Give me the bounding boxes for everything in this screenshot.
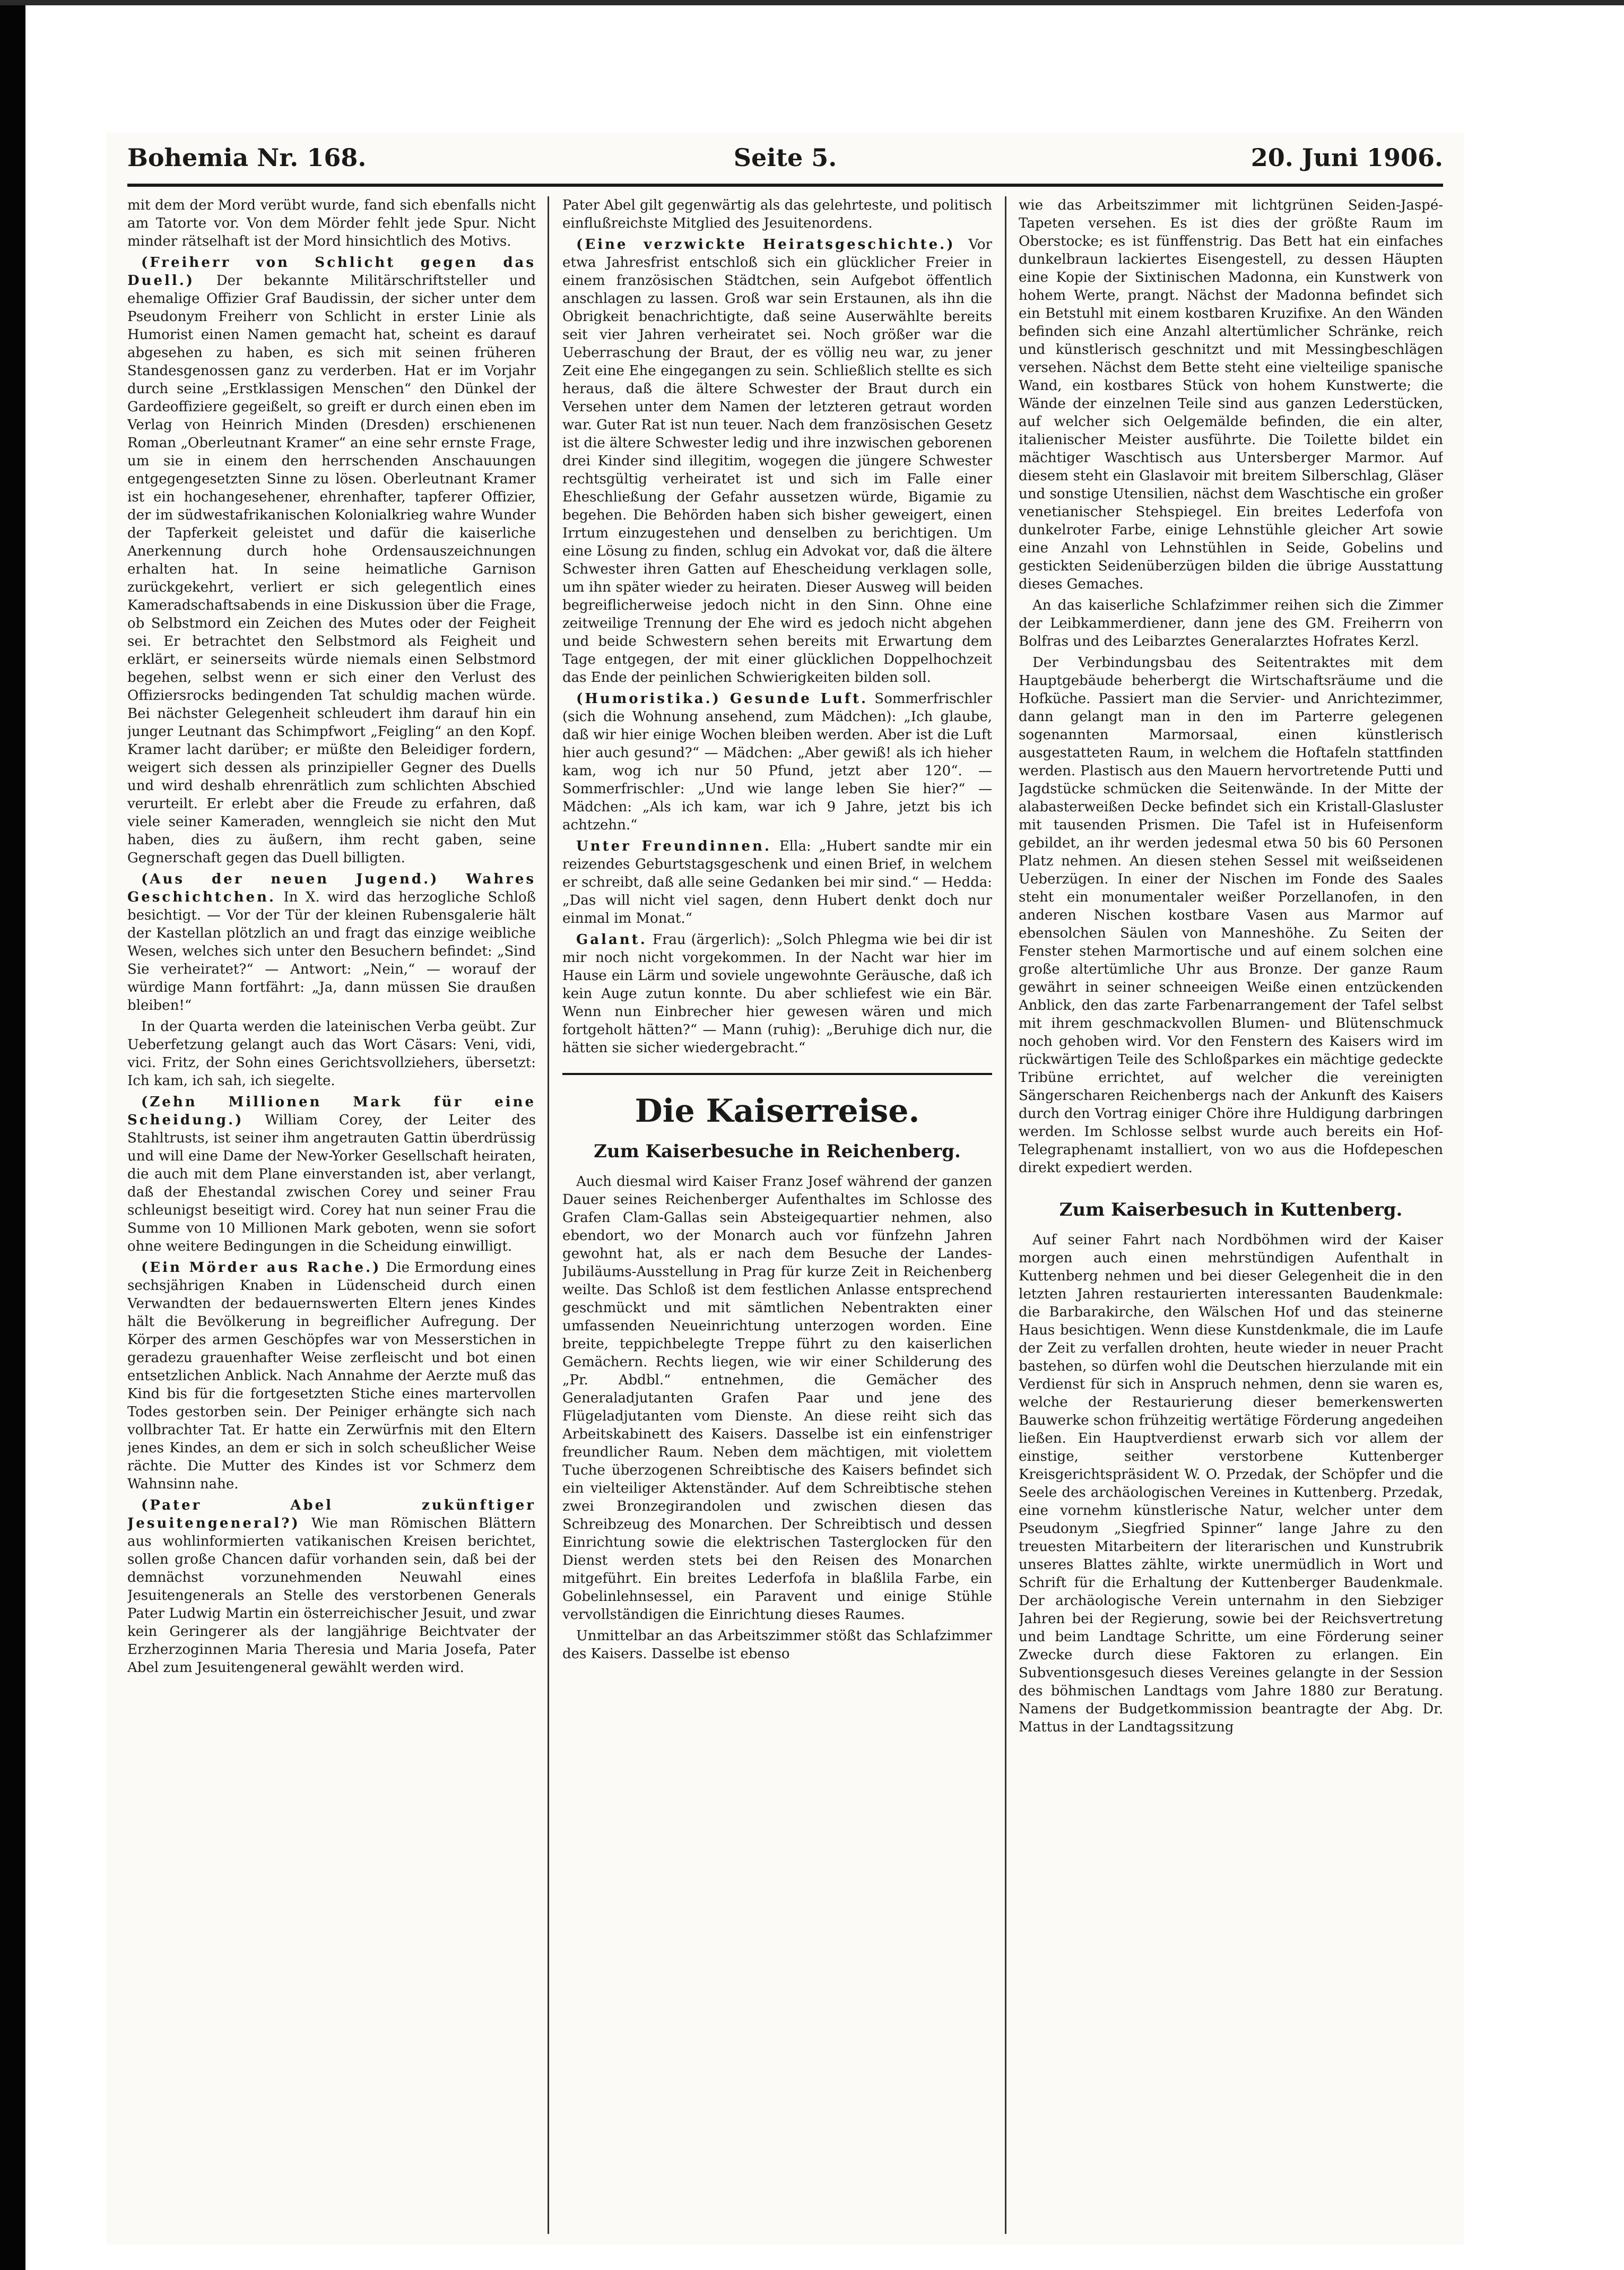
article-text: Der bekannte Militärschriftsteller und ehemalige Offizier Graf Baudissin, der sicher unter dem Pseudonym Freiherr von Schlicht in erster Linie als Humorist einen Namen gemacht hat, scheint es darauf abgesehen zu haben, es sich mit seinen früheren Standesgenossen ganz zu verderben. Hat er im Vorjahr durch seine „Erstklassigen Menschen“ den Dünkel der Gardeoffiziere gegeißelt, so greift er durch einen eben im Verlag von Heinrich Minden (Dresden) erschienenen Roman „Oberleutnant Kramer“ an eine sehr ernste Frage, um sie in einem den herrschenden Anschauungen entgegengesetzten Sinne zu lösen. Oberleutnant Kramer ist ein hochangesehener, ehrenhafter, tapferer Offizier, der im südwestafrikanischen Kolonialkrieg wahre Wunder der Tapferkeit geleistet und dafür die kaiserliche Anerkennung durch hohe Ordensauszeichnungen erhalten hat. In seine heimatliche Garnison zurückgekehrt, verliert er sich gelegentlich eines Kameradschaftsabends in eine Diskussion über die Frage, ob Selbstmord ein Zeichen des Mutes oder der Feigheit sei. Er betrachtet den Selbstmord als Feigheit und erklärt, er seinerseits würde niemals einen Selbstmord begehen, selbst wenn er sich einer den Verlust des Offiziersrocks bedingenden Tat schuldig machen würde. Bei nächster Gelegenheit schleudert ihm darauf hin ein junger Leutnant das Schimpfwort „Feigling“ an den Kopf. Kramer lacht darüber; er müßte den Beleidiger fordern, weigert sich dessen als prinzipieller Gegner des Duells und wird deshalb ehrenrätlich zum schlichten Abschied verurteilt. Er erlebt aber die Freude zu erfahren, daß viele seiner Kameraden, wenngleich sie nicht den Mut haben, dies zu äußern, ihm recht gaben, seine Gegnerschaft gegen das Duell billigten.	[127, 273, 536, 866]
article-galant	[562, 931, 992, 1057]
section-subtitle: Zum Kaiserbesuch in Kuttenberg.	[1059, 1199, 1403, 1220]
column-2	[562, 196, 992, 2234]
article-heirat	[562, 236, 992, 687]
newspaper-page	[106, 133, 1464, 2245]
article-text: In der Quarta werden die lateinischen Verba geübt. Zur Ueberfetzung gelangt auch das Wort Cäsars: Veni, vidi, vici. Fritz, der Sohn eines Gerichtsvollziehers, übersetzt: Ich kam, ich sah, ich siegelte.	[127, 1019, 536, 1089]
article-pater-abel	[127, 1496, 536, 1677]
article-text: Pater Abel gilt gegenwärtig als das gelehrteste, und politisch einflußreichste Mitglied des Jesuitenordens.	[562, 197, 992, 231]
article-scheidung	[127, 1093, 536, 1255]
article-text: William Corey, der Leiter des Stahltrusts, ist seiner ihm angetrauten Gattin überdrüssig und will eine Dame der New-Yorker Gesellschaft heiraten, die auch mit dem Plane einverstanden ist, aber verlangt, daß der Ehestandal zwischen Corey und seiner Frau schleunigst beseitigt wird. Corey hat nun seiner Frau die Summe von 10 Millionen Mark geboten, wenn sie sofort ohne weitere Bedingungen in die Scheidung einwilligt.	[127, 1112, 536, 1254]
article-text: wie das Arbeitszimmer mit lichtgrünen Seiden-Jaspé-Tapeten versehen. Es ist dies der größte Raum im Oberstocke; es ist fünffenstrig. Das Bett hat ein einfaches dunkelbraun lackiertes Eisengestell, zu dessen Häupten eine Kopie der Sixtinischen Madonna, ein Kunstwerk von hohem Werte, prangt. Nächst der Madonna befindet sich ein Betstuhl mit einem kostbaren Kruzifixe. An den Wänden befinden sich eine Anzahl altertümlicher Schränke, reich und künstlerisch geschnitzt und mit Messingbeschlägen versehen. Nächst dem Bette steht eine vielteilige spanische Wand, ein kostbares Stück von hohem Kunstwerte; die Wände der einzelnen Teile sind aus ganzen Lederstücken, auf welcher sich Oelgemälde befinden, die ein alter, italienischer Meister ausführte. Die Toilette bildet ein mächtiger Waschtisch aus Untersberger Marmor. Auf diesem steht ein Glaslavoir mit breitem Silberschlag, Gläser und sonstige Utensilien, nächst dem Waschtische ein großer venetianischer Stehspiegel. Ein breites Lederfofa von dunkelroter Farbe, einige Lehnstühle gleicher Art sowie eine Anzahl von Lehnstühlen in Seide, Gobelins und gestickten Seidenüberzügen bilden die übrige Ausstattung dieses Gemaches.	[1019, 197, 1443, 592]
article-heading: (Eine verzwickte Heiratsgeschichte.)	[576, 237, 956, 253]
article-heading: (Pater Abel zukünftiger Jesuitengeneral?)	[127, 1497, 536, 1531]
article-heading: (Zehn Millionen Mark für eine Scheidung.)	[127, 1094, 536, 1128]
article-heading: (Freiherr von Schlicht gegen das Duell.)	[127, 255, 536, 289]
page-header	[127, 143, 1443, 180]
column-divider-1	[548, 196, 549, 2234]
article-text: Vor etwa Jahresfrist entschloß sich ein glücklicher Freier in einem französischen Städtchen, sein Aufgebot öffentlich anschlagen zu lassen. Groß war sein Erstaunen, als ihn die Obrigkeit benachrichtigte, daß seine Auserwählte bereits seit vier Jahren verheiratet sei. Noch größer war die Ueberraschung der Braut, der es völlig neu war, zu jener Zeit eine Ehe eingegangen zu sein. Schließlich stellte es sich heraus, daß die ältere Schwester der Braut durch ein Versehen unter dem Namen der letzteren getraut worden war. Guter Rat ist nun teuer. Nach dem französischen Gesetz ist die ältere Schwester ledig und ihre inzwischen geborenen drei Kinder sind illegitim, wogegen die jüngere Schwester rechtsgültig verheiratet ist und sich im Falle einer Eheschließung der Gefahr aussetzen würde, Bigamie zu begehen. Die Behörden haben sich bisher geweigert, einen Irrtum einzugestehen und denselben zu berichtigen. Um eine Lösung zu finden, schlug ein Advokat vor, daß die ältere Schwester ihren Gatten auf Ehescheidung verklagen solle, um ihn später wieder zu heiraten. Dieser Ausweg will beiden begreiflicherweise jedoch nicht in den Sinn. Ohne eine zeitweilige Trennung der Ehe wird es jedoch nicht abgehen und beide Schwestern sehen bereits mit Erwartung dem Tage entgegen, der mit einer glücklichen Doppelhochzeit das Ende der peinlichen Schwierigkeiten bilden soll.	[562, 237, 992, 686]
scan-border-top	[0, 0, 1624, 5]
article-moerder	[127, 1259, 536, 1493]
article-text: Der Verbindungsbau des Seitentraktes mit dem Hauptgebäude beherbergt die Wirtschaftsräume und die Hofküche. Passiert man die Servier- und Anrichtezimmer, dann gelangt man in den im Parterre gelegenen sogenannten Marmorsaal, einen künstlerisch ausgestatteten Raum, in welchem die Hoftafeln stattfinden werden. Plastisch aus den Mauern hervortretende Putti und Jagdstücke schmücken die Seitenwände. In der Mitte der alabasterweißen Decke befindet sich ein Kristall-Glasluster mit tausenden Prismen. Die Tafel ist in Hufeisenform gebildet, an ihr werden jedesmal etwa 50 bis 60 Personen Platz nehmen. An diesen stehen Sessel mit weißseidenen Ueberzügen. In einer der Nischen im Fonde des Saales steht ein monumentaler weißer Porzellanofen, in den anderen Nischen kostbare Vasen aus Marmor auf ebensolchen Säulen von Manneshöhe. Zu Seiten der Fenster stehen Marmortische und auf einem solchen eine große altertümliche Uhr aus Bronze. Der ganze Raum gewährt in seiner schneeigen Weiße einen entzückenden Anblick, den das zarte Farbenarrangement der Tafel selbst mit ihrem geschmackvollen Blumen- und Blütenschmuck noch gehoben wird. Vor den Fenstern des Kaisers wird im rückwärtigen Teile des Schloßparkes ein mächtige gedeckte Tribüne errichtet, auf welcher die vereinigten Sängerscharen Reichenbergs nach der Ankunft des Kaisers durch den Vortrag einiger Chöre ihre Huldigung darbringen werden. Im Schlosse selbst wurde auch bereits ein Hof-Telegraphenamt installiert, von wo aus die Hofdepeschen direkt expediert werden.	[1019, 655, 1443, 1176]
article-heading: Galant.	[576, 932, 647, 948]
article-text: Auf seiner Fahrt nach Nordböhmen wird der Kaiser morgen auch einen mehrstündigen Aufenthalt in Kuttenberg nehmen und bei dieser Gelegenheit die in den letzten Jahren restaurierten interessanten Baudenkmale: die Barbarakirche, den Wälschen Hof und das steinerne Haus besichtigen. Wenn diese Kunstdenkmale, die im Laufe der Zeit zu verfallen drohten, heute wieder in neuer Pracht bastehen, so dürfen wohl die Deutschen hierzulande mit ein Verdienst für sich in Anspruch nehmen, denn sie waren es, welche der Restaurierung dieser bemerkenswerten Bauwerke schon frühzeitig wertätige Förderung angedeihen ließen. Ein Hauptverdienst erwarb sich vor allem der einstige, seither verstorbene Kuttenberger Kreisgerichtspräsident W. O. Przedak, der Schöpfer und die Seele des archäologischen Vereines in Kuttenberg. Przedak, eine vornehm künstlerische Natur, welcher unter dem Pseudonym „Siegfried Spinner“ lange Jahre zu den treuesten Mitarbeitern der literarischen und Kunstrubrik unseres Blattes zählte, wirkte unermüdlich in Wort und Schrift für die Erhaltung der Kuttenberger Baudenkmale. Der archäologische Verein unternahm in den Siebziger Jahren bei der Regierung, sowie bei der Reichsvertretung und beim Landtage Schritte, um eine Förderung seiner Zwecke durch diese Faktoren zu erlangen. Ein Subventionsgesuch dieses Vereines gelangte in der Session des böhmischen Landtags vom Jahre 1880 zur Beratung. Namens der Budgetkommission beantragte der Abg. Dr. Mattus in der Landtagssitzung	[1019, 1232, 1443, 1735]
column-divider-2	[1005, 196, 1006, 2234]
article-jugend	[127, 870, 536, 1015]
header-rule	[127, 184, 1443, 187]
scan-border	[0, 0, 25, 2270]
article-heading: (Humoristika.) Gesunde Luft.	[576, 691, 869, 707]
section-title: Die Kaiserreise.	[635, 1093, 920, 1130]
article-heading: (Ein Mörder aus Rache.)	[141, 1260, 381, 1276]
column-3	[1019, 196, 1443, 2234]
article-text: Frau (ärgerlich): „Solch Phlegma wie bei dir ist mir noch nicht vorgekommen. In der Nacht war hier im Hause ein Lärm und soviele ungewohnte Geräusche, daß ich kein Auge zutun konnte. Du aber schliefest wie ein Bär. Wenn nun Einbrecher hier gewesen wären und mich fortgeholt hätten?“ — Mann (ruhig): „Beruhige dich nur, die hätten sie sicher wiedergebracht.“	[562, 932, 992, 1056]
article-text: Die Ermordung eines sechsjährigen Knaben in Lüdenscheid durch einen Verwandten der bedauernswerten Eltern jenes Kindes hält die Bevölkerung in begreiflicher Aufregung. Der Körper des armen Geschöpfes war von Messerstichen in geradezu grauenhafter Weise zerfleischt und bot einen entsetzlichen Anblick. Nach Annahme der Aerzte muß das Kind bis für die fortgesetzten Stiche eines martervollen Todes gestorben sein. Der Peiniger erhängte sich nach vollbrachter Tat. Er hatte ein Zerwürfnis mit den Eltern jenes Kindes, an dem er sich in solch scheußlicher Weise rächte. Die Mutter des Kindes ist vor Schmerz dem Wahnsinn nahe.	[127, 1260, 536, 1492]
issue-date: 20. Juni 1906.	[1250, 143, 1443, 172]
article-text: Unmittelbar an das Arbeitszimmer stößt das Schlafzimmer des Kaisers. Dasselbe ist ebenso	[562, 1628, 992, 1662]
section-subtitle: Zum Kaiserbesuche in Reichenberg.	[594, 1141, 961, 1162]
article-text: Sommerfrischler (sich die Wohnung ansehend, zum Mädchen): „Ich glaube, daß wir hier einige Wochen bleiben werden. Aber ist die Luft hier auch gesund?“ — Mädchen: „Aber gewiß! als ich hieher kam, wog ich nur 50 Pfund, jetzt aber 120“. — Sommerfrischler: „Und wie lange leben Sie hier?“ — Mädchen: „Als ich kam, war ich 9 Jahre, jetzt bis ich achtzehn.“	[562, 691, 992, 833]
paper-issue: Bohemia Nr. 168.	[127, 143, 367, 172]
article-heading: Unter Freundinnen.	[576, 838, 771, 854]
article-freundinnen	[562, 837, 992, 928]
article-text: Auch diesmal wird Kaiser Franz Josef während der ganzen Dauer seines Reichenberger Aufenthaltes im Schlosse des Grafen Clam-Gallas sein Absteigequartier nehmen, also ebendort, wo der Monarch auch vor fünfzehn Jahren gewohnt hat, als er nach dem Besuche der Landes-Jubiläums-Ausstellung in Prag für kurze Zeit in Reichenberg weilte. Das Schloß ist dem festlichen Anlasse entsprechend geschmückt und mit sämtlichen Nebentrakten einer umfassenden Neueinrichtung unterzogen worden. Eine breite, teppichbelegte Treppe führt zu den kaiserlichen Gemächern. Rechts liegen, wie wir einer Schilderung des „Pr. Abdbl.“ entnehmen, die Gemächer des Generaladjutanten Grafen Paar und jene des Flügeladjutanten vom Dienste. An diese reiht sich das Arbeitskabinett des Kaisers. Dasselbe ist ein einfenstriger freundlicher Raum. Neben dem mächtigen, mit violettem Tuche überzogenen Schreibtische des Kaisers befindet sich ein vielteiliger Aktenständer. Auf dem Schreibtische stehen zwei Bronzegirandolen und zwischen diesen das Schreibzeug des Monarchen. Der Schreibtisch und dessen Einrichtung sowie die elektrischen Tasterglocken für den Dienst werden stets bei den Reisen des Monarchen mitgeführt. Ein breites Lederfofa in blaßlila Farbe, ein Gobelinlehnsessel, ein Paravent und einige Stühle vervollständigen die Einrichtung dieses Raumes.	[562, 1174, 992, 1623]
article-heading: (Aus der neuen Jugend.) Wahres Geschichtchen.	[127, 871, 536, 905]
article-text: Ella: „Hubert sandte mir ein reizendes Geburtstagsgeschenk und einen Brief, in welchem er schreibt, daß alle seine Gedanken bei mir sind.“ — Hedda: „Das will nicht viel sagen, denn Hubert denkt doch nur einmal im Monat.“	[562, 838, 992, 926]
section-rule	[562, 1073, 992, 1075]
article-text: An das kaiserliche Schlafzimmer reihen sich die Zimmer der Leibkammerdiener, dann jene des GM. Freiherrn von Bolfras und des Leibarztes Generalarztes Hofrates Kerzl.	[1019, 597, 1443, 649]
article-text: Wie man Römischen Blättern aus wohlinformierten vatikanischen Kreisen berichtet, sollen große Chancen dafür vorhanden sein, daß bei der demnächst vorzunehmenden Neuwahl eines Jesuitengenerals an Stelle des verstorbenen Generals Pater Ludwig Martin ein österreichischer Jesuit, und zwar kein Geringerer als der langjährige Beichtvater der Erzherzoginnen Maria Theresia und Maria Josefa, Pater Abel zum Jesuitengeneral gewählt werden wird.	[127, 1515, 536, 1676]
article-text: mit dem der Mord verübt wurde, fand sich ebenfalls nicht am Tatorte vor. Von dem Mörder fehlt jede Spur. Nicht minder rätselhaft ist der Mord hinsichtlich des Motivs.	[127, 197, 536, 249]
article-schlicht	[127, 254, 536, 867]
column-1	[127, 196, 536, 2234]
article-humoristika	[562, 690, 992, 834]
article-text: In X. wird das herzogliche Schloß besichtigt. — Vor der Tür der kleinen Rubensgalerie hält der Kastellan plötzlich an und fragt das einzige weibliche Wesen, welches sich unter den Besuchern befindet: „Sind Sie verheiratet?“ — Antwort: „Nein,“ — worauf der würdige Mann fortfährt: „Ja, dann müssen Sie draußen bleiben!“	[127, 889, 536, 1013]
page-number: Seite 5.	[733, 143, 837, 172]
